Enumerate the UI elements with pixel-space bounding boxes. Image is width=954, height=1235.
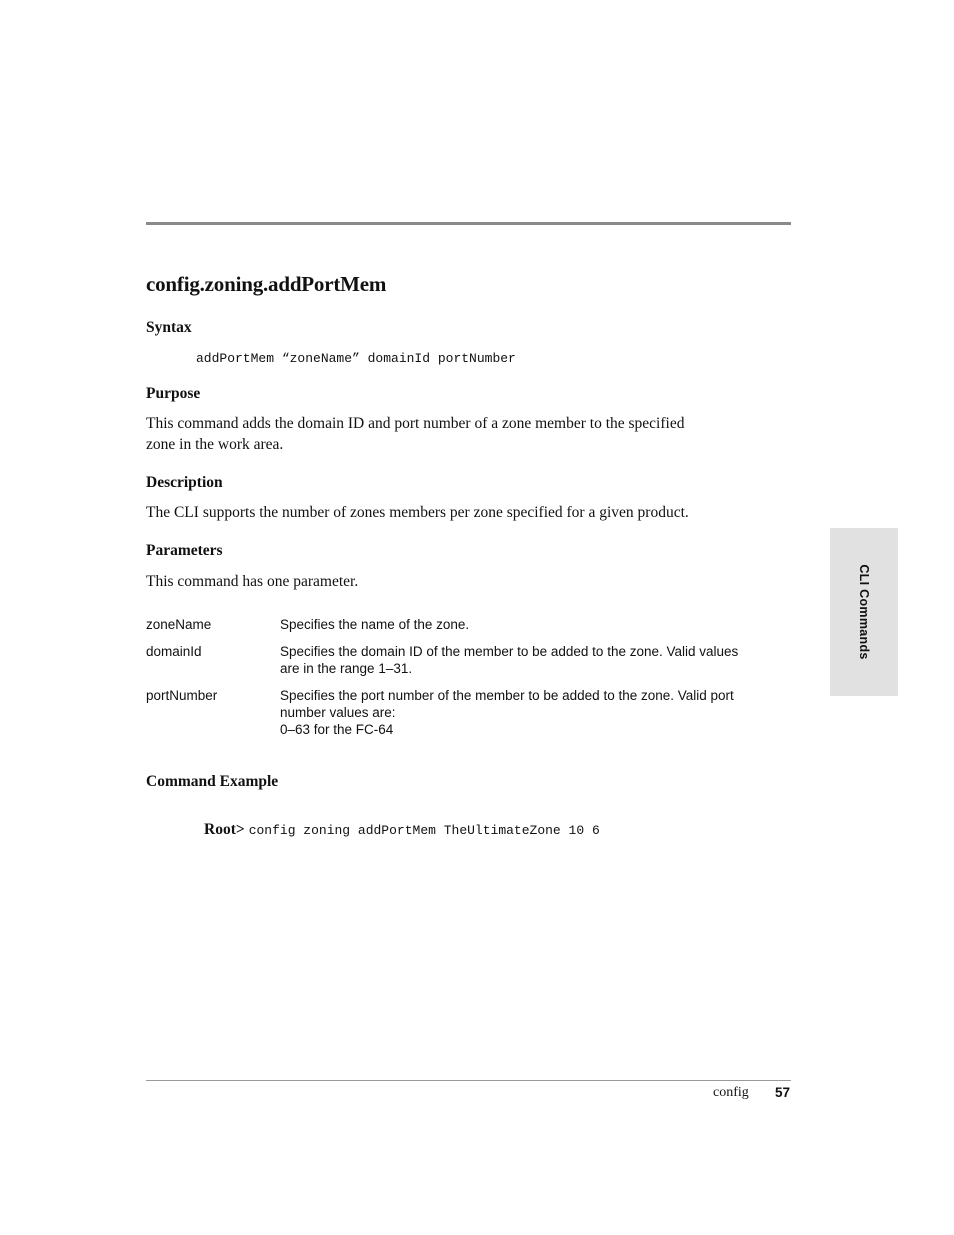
footer-section-name: config xyxy=(713,1085,749,1100)
syntax-heading: Syntax xyxy=(146,319,192,336)
parameter-description xyxy=(280,643,760,677)
parameter-description-line: 0–63 for the FC-64 xyxy=(280,722,394,737)
parameter-description-line: Specifies the domain ID of the member to be added to the zone. Valid values xyxy=(280,644,739,659)
parameter-description-line: are in the range 1–31. xyxy=(280,661,413,676)
example-heading: Command Example xyxy=(146,773,279,790)
description-heading: Description xyxy=(146,474,223,491)
purpose-line: This command adds the domain ID and port number of a zone member to the specified xyxy=(146,415,685,432)
parameter-description xyxy=(280,616,760,633)
parameter-name: domainId xyxy=(146,644,202,659)
syntax-command: addPortMem “zoneName” domainId portNumber xyxy=(196,351,516,366)
parameter-name: portNumber xyxy=(146,688,218,703)
purpose-text xyxy=(146,413,756,455)
page-title: config.zoning.addPortMem xyxy=(146,272,387,296)
parameter-description-line: Specifies the name of the zone. xyxy=(280,617,470,632)
example-command: config zoning addPortMem TheUltimateZone 10 6 xyxy=(248,823,600,838)
parameter-description-line: Specifies the port number of the member to be added to the zone. Valid port xyxy=(280,688,734,703)
example-prompt: Root> xyxy=(204,821,245,838)
example-line xyxy=(196,803,600,839)
parameters-heading: Parameters xyxy=(146,542,223,559)
top-rule xyxy=(146,222,791,225)
page-number: 57 xyxy=(775,1085,791,1100)
chapter-side-tab xyxy=(830,528,898,696)
parameter-description-line: number values are: xyxy=(280,705,396,720)
parameters-intro: This command has one parameter. xyxy=(146,573,359,590)
parameter-name: zoneName xyxy=(146,617,212,632)
purpose-heading: Purpose xyxy=(146,385,201,402)
parameter-description xyxy=(280,687,760,738)
purpose-line: zone in the work area. xyxy=(146,436,284,453)
footer-rule xyxy=(146,1080,791,1081)
description-text: The CLI supports the number of zones members per zone specified for a given product. xyxy=(146,504,689,521)
chapter-side-tab-label: CLI Commands xyxy=(857,564,871,660)
